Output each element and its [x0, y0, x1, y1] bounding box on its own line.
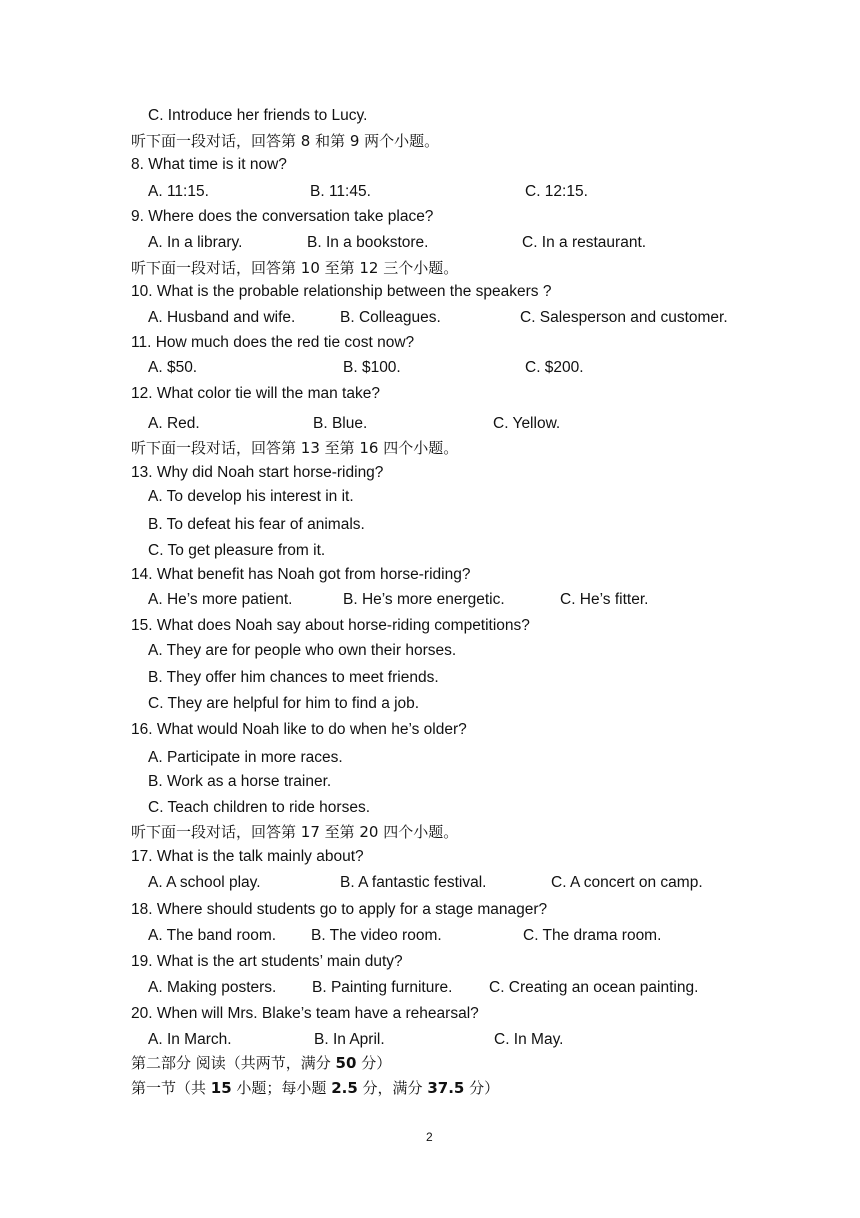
q12-option-c: C. Yellow. — [493, 415, 561, 432]
q11-option-a: A. $50. — [148, 359, 198, 376]
section-one-total-score: 37.5 — [427, 1079, 465, 1097]
q16-option-c: C. Teach children to ride horses. — [148, 799, 370, 816]
q20-option-a: A. In March. — [148, 1031, 232, 1048]
q15-option-c: C. They are helpful for him to find a job. — [148, 695, 420, 712]
question-11: 11. How much does the red tie cost now? — [131, 334, 415, 351]
q14-option-c: C. He’s fitter. — [560, 591, 649, 608]
q11-option-b: B. $100. — [343, 359, 401, 376]
page-number: 2 — [426, 1130, 433, 1144]
section-one-count: 15 — [210, 1079, 232, 1097]
q19-option-c: C. Creating an ocean painting. — [489, 979, 699, 996]
q7-option-c: C. Introduce her friends to Lucy. — [148, 107, 368, 124]
q15-option-b: B. They offer him chances to meet friends. — [148, 669, 439, 686]
question-14: 14. What benefit has Noah got from horse-riding? — [131, 566, 471, 583]
part-two-heading — [131, 1053, 391, 1073]
question-15: 15. What does Noah say about horse-riding competitions? — [131, 617, 530, 634]
q8-option-b: B. 11:45. — [310, 183, 371, 200]
question-16: 16. What would Noah like to do when he’s older? — [131, 721, 467, 738]
q19-option-a: A. Making posters. — [148, 979, 277, 996]
section-one-pre: 第一节（共 — [131, 1079, 211, 1097]
question-20: 20. When will Mrs. Blake’s team have a rehearsal? — [131, 1005, 479, 1022]
section-one-heading — [131, 1078, 499, 1098]
section-instruction-13-16: 听下面一段对话，回答第 13 至第 16 四个小题。 — [131, 439, 459, 457]
q14-option-a: A. He’s more patient. — [148, 591, 293, 608]
question-19: 19. What is the art students’ main duty? — [131, 953, 403, 970]
q10-option-b: B. Colleagues. — [340, 309, 441, 326]
q13-option-a: A. To develop his interest in it. — [148, 488, 354, 505]
question-17: 17. What is the talk mainly about? — [131, 848, 364, 865]
q14-option-b: B. He’s more energetic. — [343, 591, 505, 608]
section-instruction-10-12: 听下面一段对话，回答第 10 至第 12 三个小题。 — [131, 259, 459, 277]
question-8: 8. What time is it now? — [131, 156, 287, 173]
q9-option-a: A. In a library. — [148, 234, 243, 251]
q9-option-b: B. In a bookstore. — [307, 234, 429, 251]
q12-option-a: A. Red. — [148, 415, 200, 432]
question-10: 10. What is the probable relationship between the speakers ? — [131, 283, 552, 300]
q13-option-b: B. To defeat his fear of animals. — [148, 516, 365, 533]
section-one-mid1: 小题；每小题 — [231, 1079, 332, 1097]
section-one-each-score: 2.5 — [331, 1079, 358, 1097]
section-one-mid2: 分，满分 — [357, 1079, 428, 1097]
question-18: 18. Where should students go to apply for a stage manager? — [131, 901, 548, 918]
q12-option-b: B. Blue. — [313, 415, 368, 432]
part-two-heading-pre: 第二部分 阅读（共两节，满分 — [131, 1054, 336, 1072]
q10-option-a: A. Husband and wife. — [148, 309, 296, 326]
q16-option-b: B. Work as a horse trainer. — [148, 773, 332, 790]
question-13: 13. Why did Noah start horse-riding? — [131, 464, 384, 481]
q16-option-a: A. Participate in more races. — [148, 749, 343, 766]
section-instruction-8-9: 听下面一段对话，回答第 8 和第 9 两个小题。 — [131, 132, 440, 150]
q18-option-a: A. The band room. — [148, 927, 277, 944]
q15-option-a: A. They are for people who own their horses. — [148, 642, 457, 659]
q17-option-b: B. A fantastic festival. — [340, 874, 487, 891]
part-two-score: 50 — [335, 1054, 357, 1072]
q13-option-c: C. To get pleasure from it. — [148, 542, 326, 559]
q11-option-c: C. $200. — [525, 359, 584, 376]
q20-option-c: C. In May. — [494, 1031, 564, 1048]
question-12: 12. What color tie will the man take? — [131, 385, 380, 402]
question-9: 9. Where does the conversation take place? — [131, 208, 434, 225]
section-instruction-17-20: 听下面一段对话，回答第 17 至第 20 四个小题。 — [131, 823, 459, 841]
q17-option-a: A. A school play. — [148, 874, 261, 891]
q17-option-c: C. A concert on camp. — [551, 874, 703, 891]
q8-option-a: A. 11:15. — [148, 183, 209, 200]
q20-option-b: B. In April. — [314, 1031, 385, 1048]
q9-option-c: C. In a restaurant. — [522, 234, 647, 251]
q18-option-b: B. The video room. — [311, 927, 442, 944]
q8-option-c: C. 12:15. — [525, 183, 588, 200]
section-one-post: 分） — [464, 1079, 500, 1097]
q10-option-c: C. Salesperson and customer. — [520, 309, 728, 326]
q19-option-b: B. Painting furniture. — [312, 979, 453, 996]
part-two-heading-post: 分） — [356, 1054, 392, 1072]
q18-option-c: C. The drama room. — [523, 927, 662, 944]
